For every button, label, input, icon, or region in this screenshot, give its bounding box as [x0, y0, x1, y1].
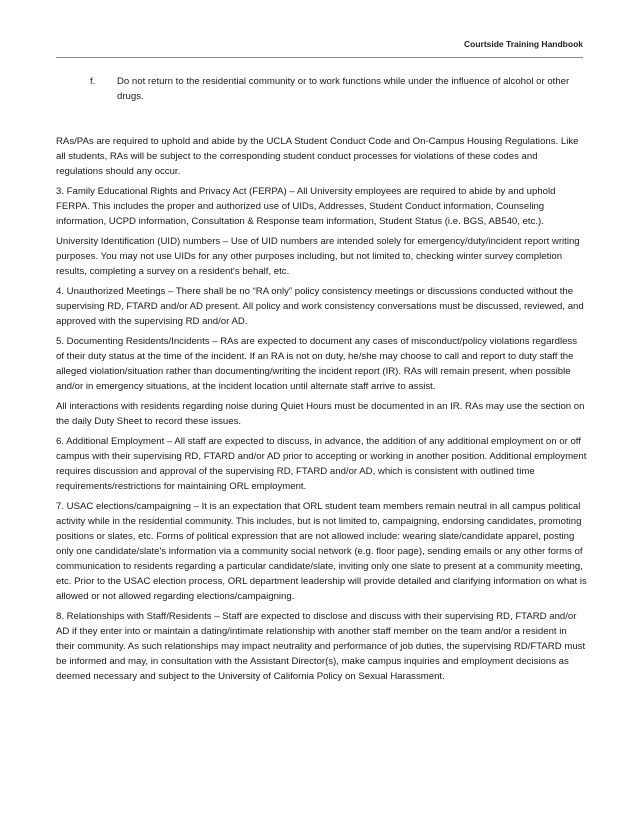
list-marker: f.	[90, 76, 96, 87]
page-header	[56, 35, 583, 58]
paragraph-ferpa: 3. Family Educational Rights and Privacy Act (FERPA) – All University employees are required to abide by and uphold FERPA. This includes the proper and authorized use of UIDs, Addresses, Student Conduct information, Counseling information, UCPD information, Consultation & Response team information, Student Status (i.e. BGS, AB540, etc.).	[56, 186, 556, 227]
paragraph-quiet-hours: All interactions with residents regarding noise during Quiet Hours must be documented in an IR. RAs may use the section on the daily Duty Sheet to record these issues.	[56, 401, 585, 427]
page-body	[56, 134, 587, 689]
paragraph-uid-numbers: University Identification (UID) numbers – Use of UID numbers are intended solely for emergency/duty/incident report writing purposes. You may not use UIDs for any other purposes including, but not limited to, checking winter survey completion results, completing a survey on a resident's behalf, etc.	[56, 236, 580, 277]
paragraph-usac-elections: 7. USAC elections/campaigning – It is an expectation that ORL student team members remain neutral in all campus political activity while in the residential community. This includes, but is not limited to, campaigning, endorsing candidates, promoting positions or slates, etc. Forms of political expression that are not allowed include: wearing slate/candidate apparel, posting only one candidate/slate's information via a community social network (e.g. floor page), sending emails or any other forms of communication to residents regarding a particular candidate/slate, inviting only one slate to present at a community meeting, etc. Prior to the USAC election process, ORL department leadership will provide detailed and clarifying information on what is allowed or not allowed regarding elections/campaigning.	[56, 501, 587, 602]
paragraph-conduct-code: RAs/PAs are required to uphold and abide by the UCLA Student Conduct Code and On-Campus Housing Regulations. Like all students, RAs will be subject to the corresponding student conduct processes for violations of these codes and regulations should any occur.	[56, 136, 579, 177]
paragraph-unauthorized-meetings: 4. Unauthorized Meetings – There shall be no “RA only” policy consistency meetings or discussions conducted without the supervising RD, FTARD and/or AD present. All policy and work consistency conversations must be discussed, reviewed, and approved with the supervising RD and/or AD.	[56, 286, 584, 327]
paragraph-documenting-incidents: 5. Documenting Residents/Incidents – RAs are expected to document any cases of misconduct/policy violations regardless of their duty status at the time of the incident. If an RA is not on duty, he/she may choose to call and report to duty staff the alleged violation/situation rather than documenting/writing the incident report (IR). RAs will remain present, when possible and/or in emergency situations, at the incident location until alternate staff arrive to assist.	[56, 336, 577, 392]
list-item-f	[56, 74, 583, 104]
header-title: Courtside Training Handbook	[463, 39, 583, 49]
list-item-text: Do not return to the residential community or to work functions while under the influence of alcohol or other drugs.	[117, 76, 570, 102]
paragraph-additional-employment: 6. Additional Employment – All staff are expected to discuss, in advance, the addition of any additional employment on or off campus with their supervising RD, FTARD and/or AD prior to accepting or working in another position. Additional employment requires discussion and approval of the supervising RD, FTARD and/or AD, which is consistent with outlined time requirements/restrictions for maintaining ORL employment.	[56, 436, 587, 492]
paragraph-relationships: 8. Relationships with Staff/Residents – Staff are expected to disclose and discuss with their supervising RD, FTARD and/or AD if they enter into or maintain a dating/intimate relationship with another staff member on the team and/or a resident in their community. As such relationships may impact neutrality and performance of job duties, the supervising RD/FTARD must be informed and may, in consultation with the Assistant Director(s), make campus inquiries and employment decisions as deemed necessary and subject to the University of California Policy on Sexual Harassment.	[56, 611, 586, 682]
